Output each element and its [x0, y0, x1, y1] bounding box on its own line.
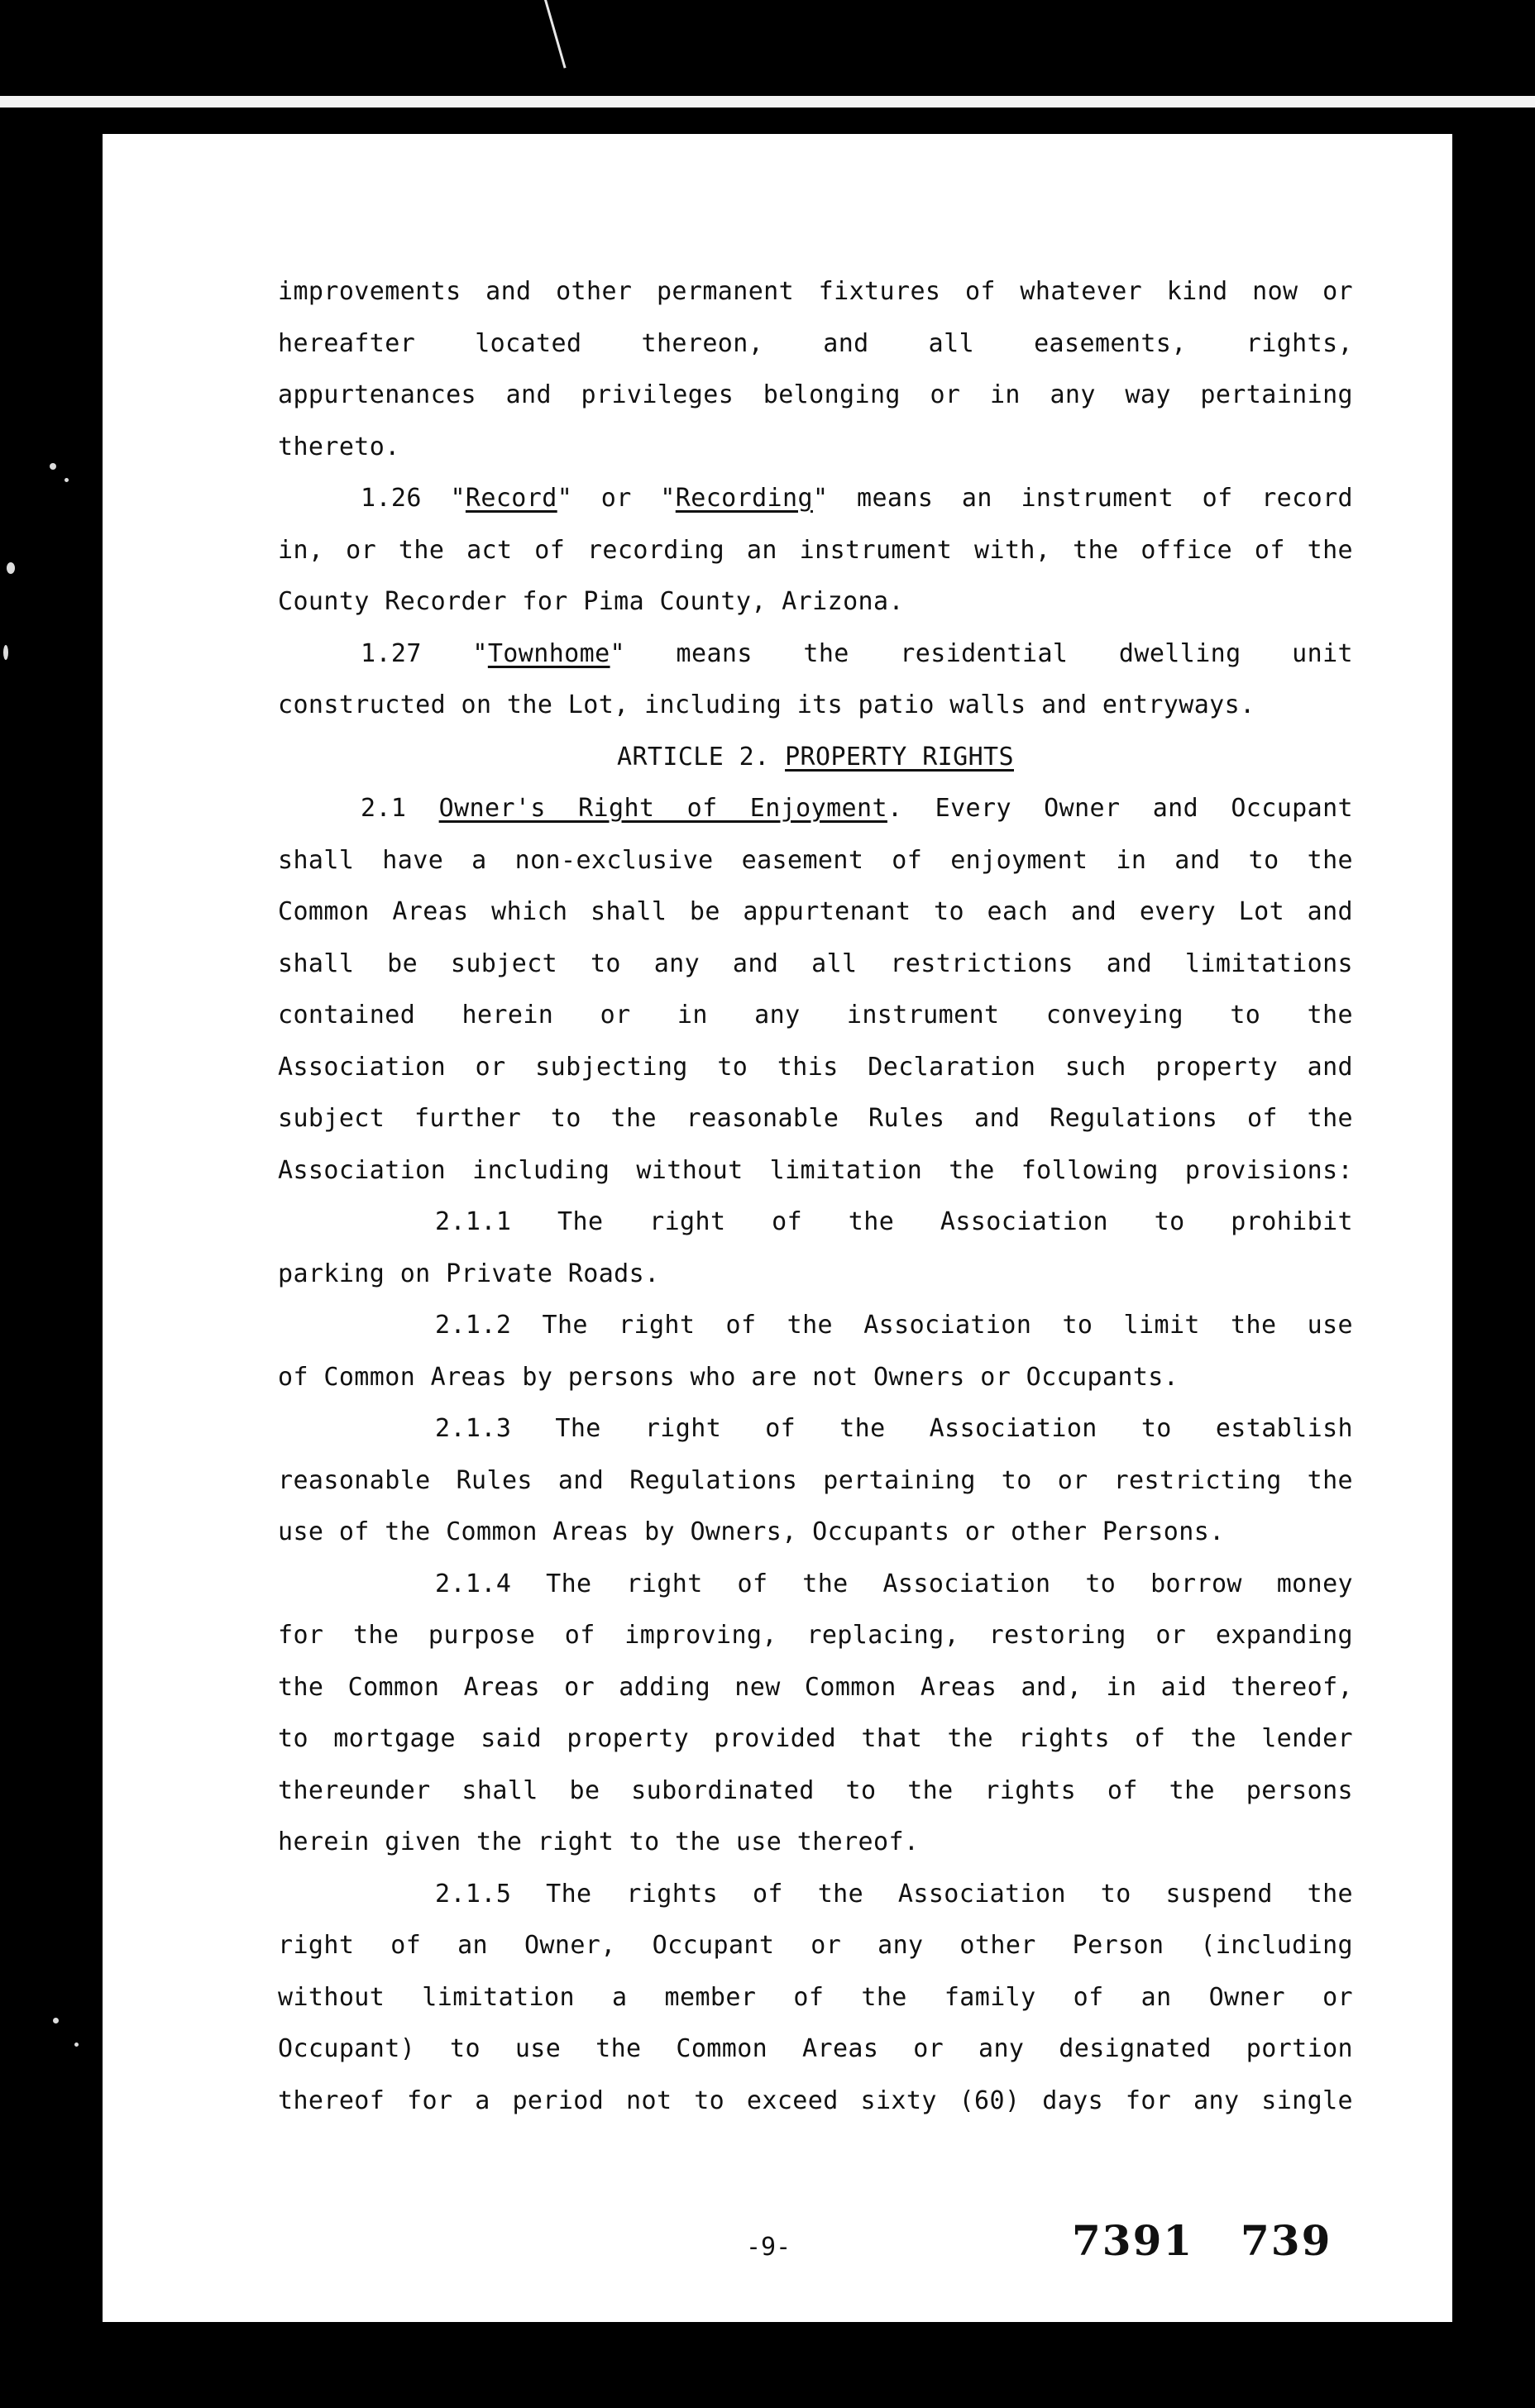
text-line: shall be subject to any and all restrictions and limitations	[278, 948, 1353, 978]
scan-speck	[65, 478, 69, 482]
section-title: Owner's Right of Enjoyment	[438, 794, 887, 823]
text-line: parking on Private Roads.	[278, 1259, 660, 1288]
definition-1-26: 1.26 "Record" or "Recording" means an instrument of record	[361, 484, 1353, 513]
definition-1-27: 1.27 "Townhome" means the residential dwelling unit	[361, 638, 1353, 668]
recording-page-number: 739	[1241, 2216, 1332, 2265]
docket-number: 7391	[1072, 2216, 1194, 2265]
scan-speck	[50, 463, 56, 470]
text-line: thereto.	[278, 432, 400, 461]
article-heading: ARTICLE 2. PROPERTY RIGHTS	[616, 742, 1014, 772]
text-line: of Common Areas by persons who are not Owners or Occupants.	[278, 1362, 1179, 1392]
scan-border-strip	[0, 96, 1535, 108]
text-line: Occupant) to use the Common Areas or any designated portion	[278, 2034, 1353, 2063]
text-line: use of the Common Areas by Owners, Occupants or other Persons.	[278, 1517, 1225, 1546]
scan-speck	[53, 2018, 59, 2023]
provision-2-1-5: 2.1.5 The rights of the Association to suspend the	[435, 1879, 1353, 1909]
document-body	[278, 266, 1353, 2127]
scan-speck	[74, 2042, 79, 2047]
text-line: Common Areas which shall be appurtenant to each and every Lot and	[278, 897, 1353, 926]
text-line: the Common Areas or adding new Common Areas and, in aid thereof,	[278, 1672, 1353, 1702]
document-page	[103, 134, 1452, 2322]
underlined-term: Townhome	[487, 638, 610, 668]
text-line: shall have a non-exclusive easement of enjoyment in and to the	[278, 845, 1353, 875]
article-title: PROPERTY RIGHTS	[785, 742, 1014, 772]
provision-2-1-2: 2.1.2 The right of the Association to limit the use	[435, 1311, 1353, 1340]
section-2-1: 2.1 Owner's Right of Enjoyment. Every Owner and Occupant	[361, 794, 1354, 823]
underlined-term: Recording	[675, 484, 813, 513]
text-line: thereunder shall be subordinated to the rights of the persons	[278, 1775, 1353, 1805]
text-line: to mortgage said property provided that the rights of the lender	[278, 1724, 1353, 1753]
scan-speck	[3, 645, 8, 660]
provision-2-1-4: 2.1.4 The right of the Association to borrow money	[435, 1569, 1353, 1598]
text-line: Association or subjecting to this Declaration such property and	[278, 1052, 1353, 1082]
text-line: subject further to the reasonable Rules and Regulations of the	[278, 1104, 1353, 1133]
text-line: reasonable Rules and Regulations pertaining to or restricting the	[278, 1465, 1353, 1495]
scan-artifact-line	[544, 0, 567, 69]
provision-2-1-3: 2.1.3 The right of the Association to establish	[435, 1414, 1353, 1443]
text-line: thereof for a period not to exceed sixty (60) days for any single	[278, 2086, 1353, 2115]
text-line: hereafter located thereon, and all easements, rights,	[278, 328, 1353, 358]
text-line: without limitation a member of the family of an Owner or	[278, 1982, 1353, 2012]
underlined-term: Record	[465, 484, 557, 513]
provision-2-1-1: 2.1.1 The right of the Association to prohibit	[435, 1207, 1353, 1236]
text-line: right of an Owner, Occupant or any other Person (including	[278, 1931, 1353, 1960]
text-line: improvements and other permanent fixtures of whatever kind now or	[278, 277, 1353, 306]
text-line: herein given the right to the use thereof.	[278, 1828, 920, 1856]
text-line: Association including without limitation the following provisions:	[278, 1155, 1353, 1185]
text-line: for the purpose of improving, replacing, restoring or expanding	[278, 1621, 1353, 1650]
text-line: in, or the act of recording an instrument with, the office of the	[278, 535, 1353, 565]
text-line: contained herein or in any instrument conveying to the	[278, 1001, 1353, 1030]
scan-speck	[7, 562, 15, 574]
text-line: appurtenances and privileges belonging or in any way pertaining	[278, 380, 1353, 409]
page-number: -9-	[746, 2233, 791, 2262]
text-line: constructed on the Lot, including its patio walls and entryways.	[278, 690, 1255, 719]
text-line: County Recorder for Pima County, Arizona.	[278, 587, 904, 616]
